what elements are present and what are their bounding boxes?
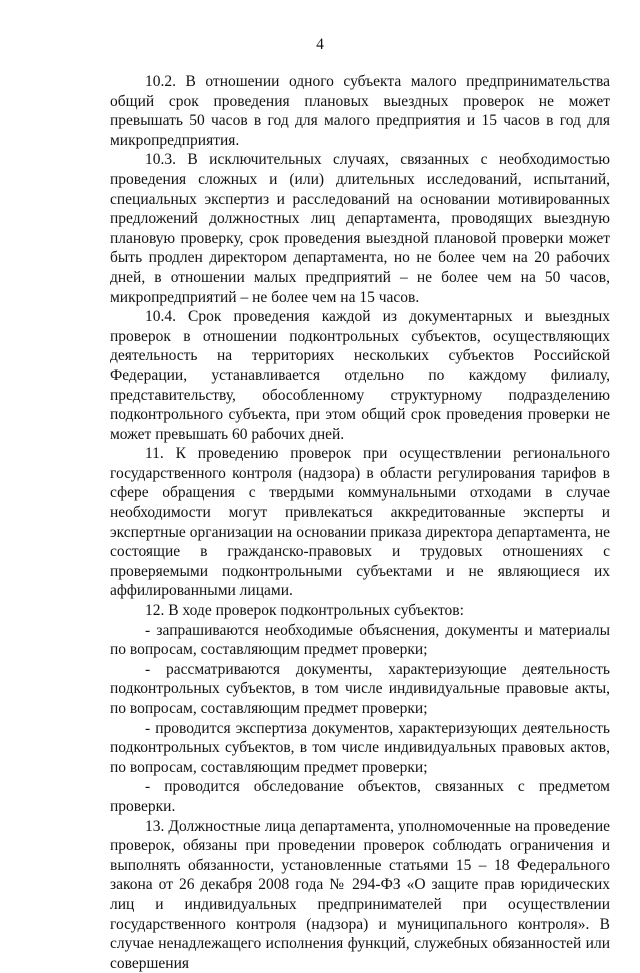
paragraph-10-2: 10.2. В отношении одного субъекта малого предпринимательства общий срок проведения плановых выездных проверок не может превышать 50 часов в год для малого предприятия и 15 часов в год для микропредприятия.	[110, 73, 610, 149]
list-item: - рассматриваются документы, характеризующие деятельность подконтрольных субъектов, в том числе индивидуальные правовые акты, по вопросам, составляющим предмет проверки;	[110, 660, 610, 717]
page-number: 4	[316, 36, 324, 53]
paragraph-11: 11. К проведению проверок при осуществлении регионального государственного контроля (надзора) в области регулирования тарифов в сфере обращения с твердыми коммунальными отходами в случае необходимости могут привлекаться аккредитованные эксперты и экспертные организации на основании приказа директора департамента, не состоящие в гражданско-правовых и трудовых отношениях с проверяемыми подконтрольными субъектами и не являющиеся их аффилированными лицами.	[110, 445, 610, 600]
list-item: - запрашиваются необходимые объяснения, документы и материалы по вопросам, составляющим предмет проверки;	[110, 621, 610, 659]
list-item: - проводится экспертиза документов, характеризующих деятельность подконтрольных субъектов, в том числе индивидуальных правовых актов, по вопросам, составляющим предмет проверки;	[110, 719, 610, 776]
paragraph-13: 13. Должностные лица департамента, уполномоченные на проведение проверок, обязаны при проведении проверок соблюдать ограничения и выполнять обязанности, установленные статьями 15 – 18 Федерального закона от 26 декабря 2008 года № 294-ФЗ «О защите прав юридических лиц и индивидуальных предпринимателей при осуществлении государственного контроля (надзора) и муниципального контроля». В случае ненадлежащего исполнения функций, служебных обязанностей или совершения	[110, 817, 610, 972]
paragraph-10-4: 10.4. Срок проведения каждой из документарных и выездных проверок в отношении подконтрольных субъектов, осуществляющих деятельность на территориях нескольких субъектов Российской Федерации, устанавливается отдельно по каждому филиалу, представительству, обособленному структурному подразделению подконтрольного субъекта, при этом общий срок проведения проверки не может превышать 60 рабочих дней.	[110, 308, 610, 443]
list-item: - проводится обследование объектов, связанных с предметом проверки.	[110, 778, 610, 815]
paragraph-10-3: 10.3. В исключительных случаях, связанных с необходимостью проведения сложных и (или) длительных исследований, испытаний, специальных экспертиз и расследований на основании мотивированных предложений должностных лиц департамента, проводящих выездную плановую проверку, срок проведения выездной плановой проверки может быть продлен директором департамента, но не более чем на 20 рабочих дней, в отношении малых предприятий – не более чем на 50 часов, микропредприятий – не более чем на 15 часов.	[110, 151, 610, 306]
document-body	[110, 72, 610, 973]
paragraph-12: 12. В ходе проверок подконтрольных субъектов:	[145, 602, 464, 620]
